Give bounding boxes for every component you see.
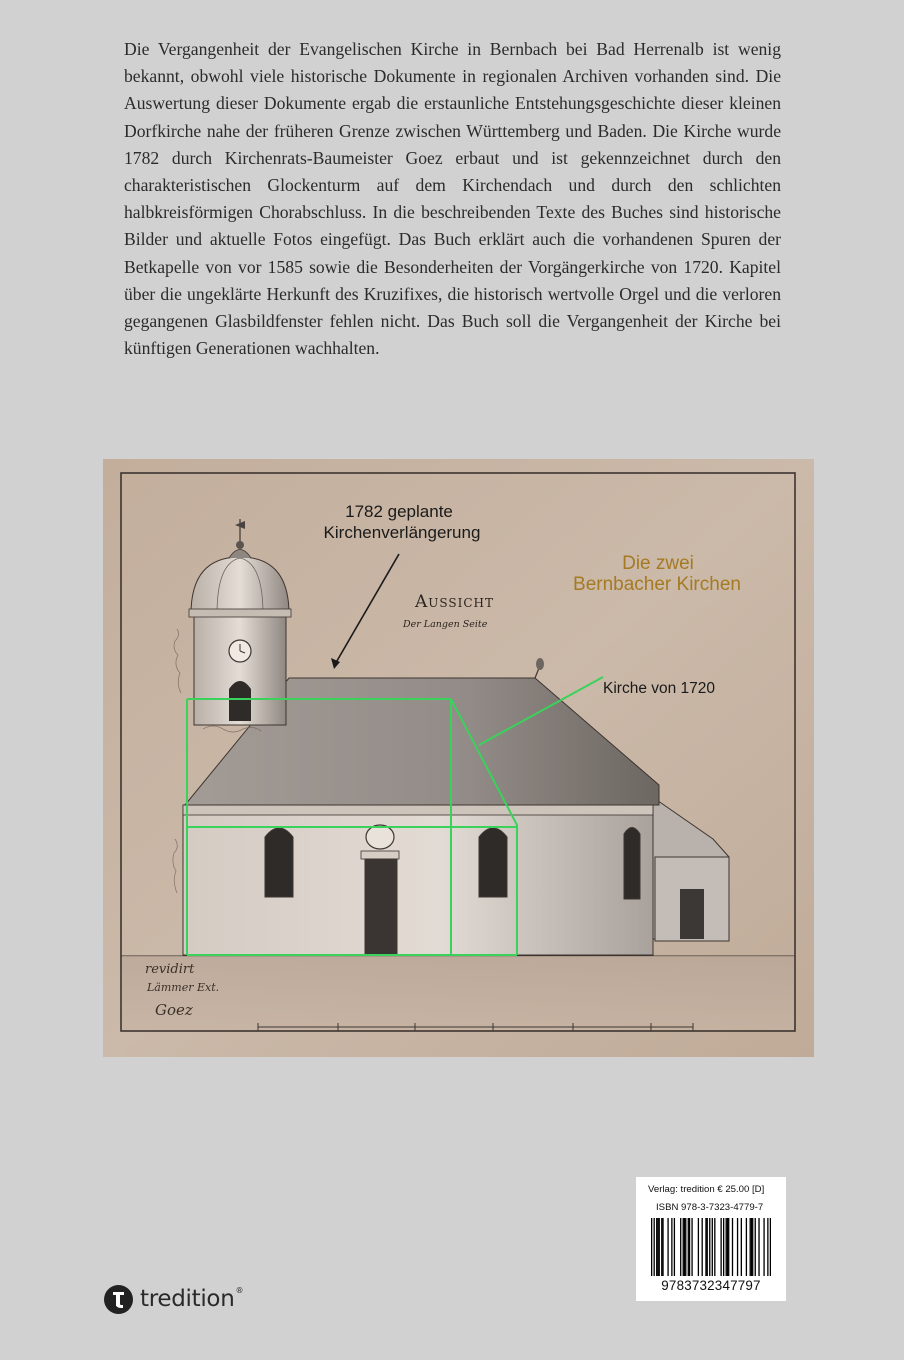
barcode-bar [750,1218,751,1276]
barcode-bar [712,1218,713,1276]
barcode-bar [714,1218,715,1276]
barcode-bar [698,1218,699,1276]
barcode-bar [758,1218,759,1276]
barcode-bar [705,1218,706,1276]
barcode-bar [654,1218,655,1276]
tower-window [229,681,251,721]
barcode-bar [737,1218,738,1276]
barcode-bar [767,1218,768,1276]
barcode-bar [680,1218,681,1276]
barcode-bar [683,1218,684,1276]
drawing-heading: Aussicht [415,592,495,612]
barcode-bar [662,1218,663,1276]
barcode-bar [657,1218,658,1276]
barcode-bar [656,1218,657,1276]
barcode-bar [728,1218,729,1276]
logo-name: tredition [140,1286,235,1312]
barcode-bar [741,1218,742,1276]
barcode-digits: 9783732347797 [661,1278,761,1293]
ground-strip [122,956,794,1030]
barcode-bars [651,1218,771,1276]
barcode-bar [707,1218,708,1276]
logo-wordmark [140,1284,243,1314]
back-cover-blurb: Die Vergangenheit der Evangelischen Kirche in Bernbach bei Bad Herrenalb ist wenig bekannt, obwohl viele historische Dokumente in regionalen Archiven vorhanden sind. Die Auswertung dieser Dokumente ergab die erstaunliche Entstehungsgeschichte dieser kleinen Dorfkirche nahe der früheren Grenze zwischen Württemberg und Baden. Die Kirche wurde 1782 durch Kirchenrats-Baumeister Goez erbaut und ist gekennzeichnet durch den charakteristischen Glockenturm auf dem Kirchendach und durch den schlichten halbkreisförmigen Chorabschluss. In die beschreibenden Texte des Buches sind historische Bilder und aktuelle Fotos eingefügt. Das Buch erklärt auch die vorhandenen Spuren der Betkapelle von vor 1585 sowie die Besonderheiten der Vorgängerkirche von 1720. Kapitel über die ungeklärte Herkunft des Kruzifixes, die historisch wertvolle Orgel und die verloren gegangenen Glasbildfenster fehlen nicht. Das Buch soll die Vergangenheit der Kirche bei künftigen Generationen wachhalten. [124,39,781,359]
barcode-bar [659,1218,660,1276]
barcode-bar [727,1218,728,1276]
handwriting-3: Goez [155,1001,193,1019]
barcode-bar [752,1218,753,1276]
barcode-bar [684,1218,685,1276]
isbn-text: ISBN 978-3-7323-4779-7 [656,1202,764,1213]
barcode-bar [720,1218,721,1276]
barcode-bar [702,1218,703,1276]
annotation-extension-line1: 1782 geplante [345,502,453,521]
annotation-extension-line2: Kirchenverlängerung [323,523,481,542]
annotation-1720: Kirche von 1720 [603,680,716,697]
handwriting-2: Lämmer Ext. [147,981,220,994]
barcode-bar [723,1218,724,1276]
barcode-bar [770,1218,771,1276]
barcode-bar [691,1218,692,1276]
barcode-bar [689,1218,690,1276]
logo-registered-mark: ® [235,1286,244,1295]
barcode-bar [671,1218,672,1276]
barcode-bar [751,1218,752,1276]
publisher-price: Verlag: tredition € 25.00 [D] [648,1184,765,1195]
barcode-bar [763,1218,764,1276]
barcode-bar [685,1218,686,1276]
church-drawing [103,459,814,1057]
publisher-logo [104,1284,243,1314]
cornice [183,805,653,815]
barcode-bar [674,1218,675,1276]
church-elevation-figure [103,459,814,1057]
barcode-bar [726,1218,727,1276]
barcode-bar [755,1218,756,1276]
handwriting-1: revidirt [145,962,195,977]
barcode-bar [661,1218,662,1276]
barcode-bar [746,1218,747,1276]
barcode-bar [688,1218,689,1276]
barcode-label [636,1177,786,1301]
figure-title-line1: Die zwei [622,553,694,574]
barcode-bar [709,1218,710,1276]
barcode-bar [651,1218,652,1276]
barcode-bar [667,1218,668,1276]
roof-finial [536,658,544,670]
figure-title-line2: Bernbacher Kirchen [573,574,741,595]
drawing-subheading: Der Langen Seite [403,619,488,630]
barcode-bar [732,1218,733,1276]
tredition-t-icon [104,1285,133,1314]
